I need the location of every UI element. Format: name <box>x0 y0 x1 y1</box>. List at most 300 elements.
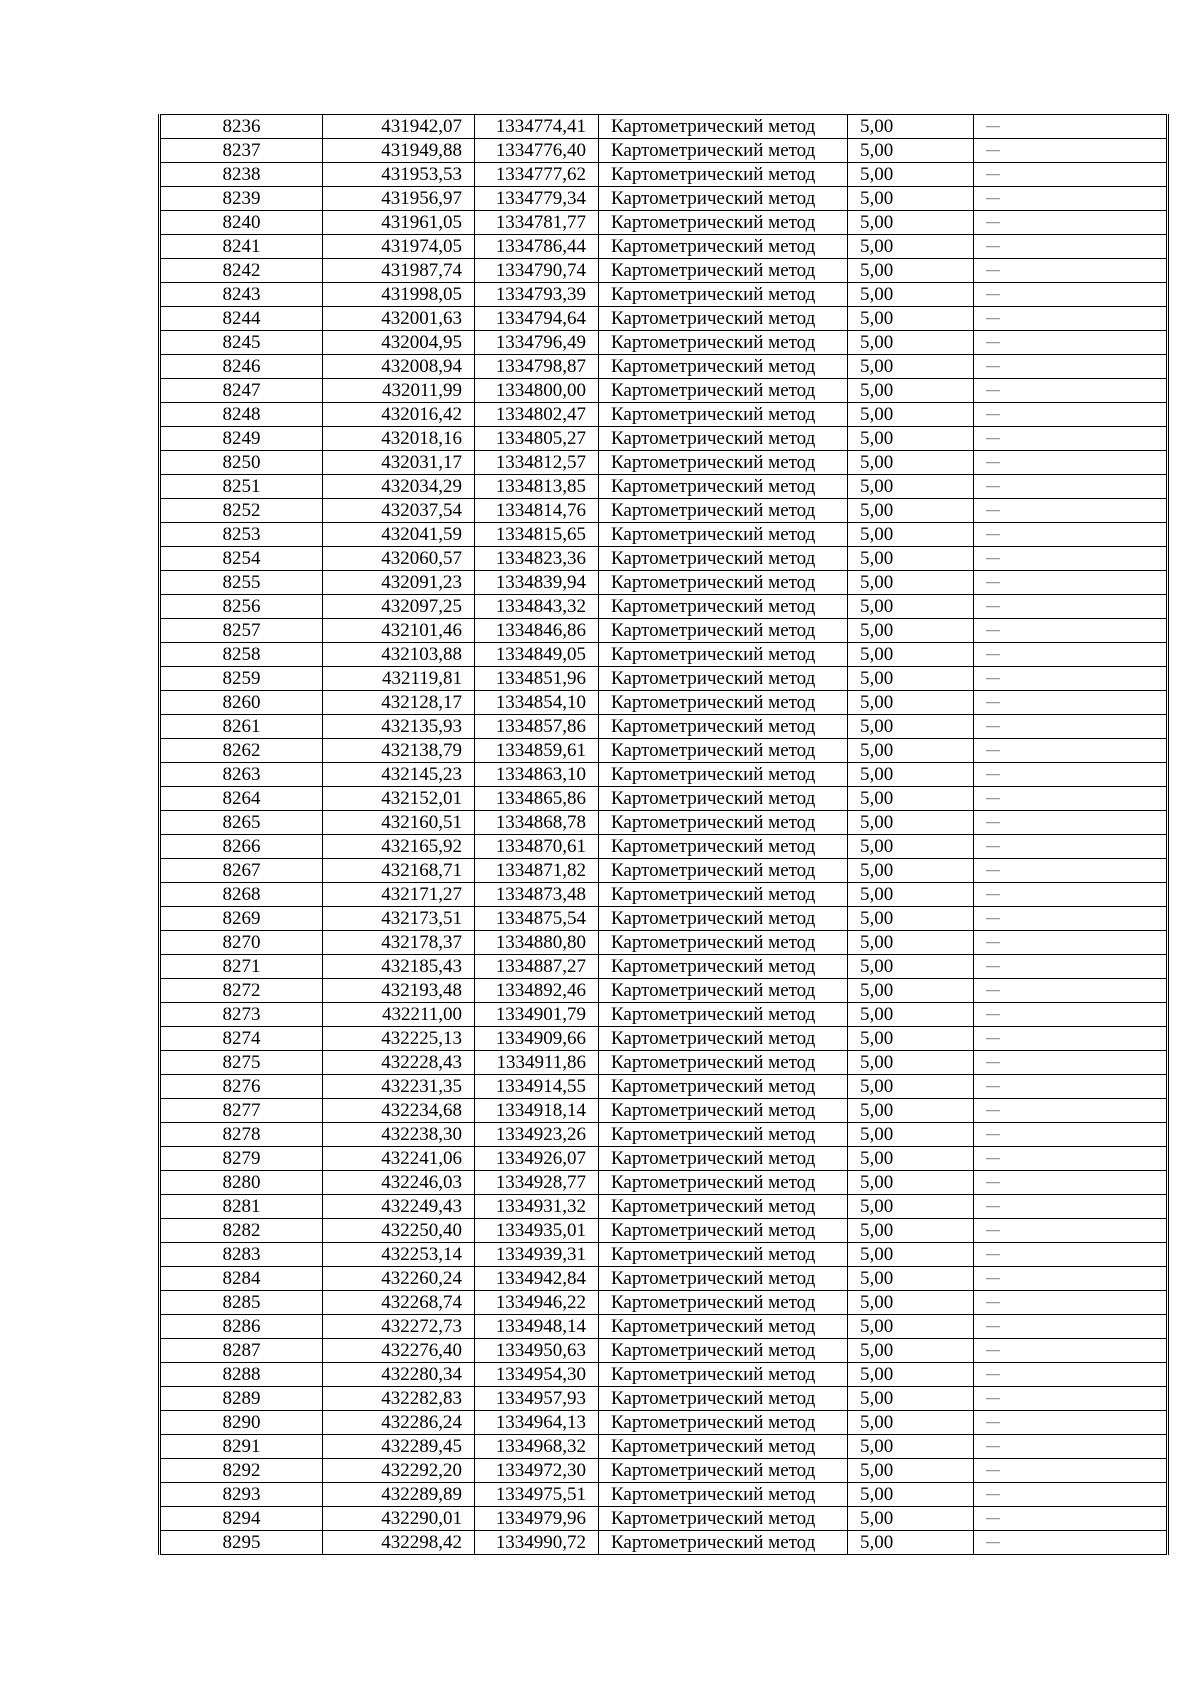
method-cell: Картометрический метод <box>599 259 848 283</box>
y-coordinate-cell: 1334979,96 <box>475 1507 599 1531</box>
error-cell: 5,00 <box>848 859 974 883</box>
error-cell: 5,00 <box>848 1147 974 1171</box>
method-cell: Картометрический метод <box>599 1459 848 1483</box>
point-number-cell: 8271 <box>160 955 323 979</box>
x-coordinate-cell: 432145,23 <box>323 763 475 787</box>
x-coordinate-cell: 431942,07 <box>323 115 475 139</box>
y-coordinate-cell: 1334873,48 <box>475 883 599 907</box>
x-coordinate-cell: 431987,74 <box>323 259 475 283</box>
point-number-cell: 8242 <box>160 259 323 283</box>
table-row <box>160 619 1168 643</box>
point-number-cell: 8293 <box>160 1483 323 1507</box>
point-number-cell: 8240 <box>160 211 323 235</box>
x-coordinate-cell: 431961,05 <box>323 211 475 235</box>
error-cell: 5,00 <box>848 835 974 859</box>
table-row <box>160 1339 1168 1363</box>
y-coordinate-cell: 1334786,44 <box>475 235 599 259</box>
note-cell: — <box>974 1291 1168 1315</box>
note-cell: — <box>974 1147 1168 1171</box>
point-number-cell: 8282 <box>160 1219 323 1243</box>
x-coordinate-cell: 432185,43 <box>323 955 475 979</box>
y-coordinate-cell: 1334794,64 <box>475 307 599 331</box>
point-number-cell: 8265 <box>160 811 323 835</box>
x-coordinate-cell: 432276,40 <box>323 1339 475 1363</box>
table-row <box>160 187 1168 211</box>
coordinates-table <box>158 114 1169 1555</box>
error-cell: 5,00 <box>848 1123 974 1147</box>
table-row <box>160 1387 1168 1411</box>
method-cell: Картометрический метод <box>599 883 848 907</box>
x-coordinate-cell: 432253,14 <box>323 1243 475 1267</box>
method-cell: Картометрический метод <box>599 379 848 403</box>
table-row <box>160 955 1168 979</box>
x-coordinate-cell: 432250,40 <box>323 1219 475 1243</box>
method-cell: Картометрический метод <box>599 1147 848 1171</box>
error-cell: 5,00 <box>848 691 974 715</box>
method-cell: Картометрический метод <box>599 643 848 667</box>
method-cell: Картометрический метод <box>599 907 848 931</box>
note-cell: — <box>974 643 1168 667</box>
note-cell: — <box>974 1027 1168 1051</box>
error-cell: 5,00 <box>848 163 974 187</box>
note-cell: — <box>974 763 1168 787</box>
point-number-cell: 8286 <box>160 1315 323 1339</box>
note-cell: — <box>974 859 1168 883</box>
error-cell: 5,00 <box>848 1003 974 1027</box>
error-cell: 5,00 <box>848 355 974 379</box>
table-row <box>160 1003 1168 1027</box>
table-row <box>160 907 1168 931</box>
method-cell: Картометрический метод <box>599 475 848 499</box>
note-cell: — <box>974 355 1168 379</box>
table-row <box>160 691 1168 715</box>
x-coordinate-cell: 432241,06 <box>323 1147 475 1171</box>
x-coordinate-cell: 432286,24 <box>323 1411 475 1435</box>
method-cell: Картометрический метод <box>599 1243 848 1267</box>
table-row <box>160 451 1168 475</box>
y-coordinate-cell: 1334857,86 <box>475 715 599 739</box>
error-cell: 5,00 <box>848 811 974 835</box>
method-cell: Картометрический метод <box>599 1507 848 1531</box>
x-coordinate-cell: 432097,25 <box>323 595 475 619</box>
table-row <box>160 1315 1168 1339</box>
point-number-cell: 8244 <box>160 307 323 331</box>
point-number-cell: 8274 <box>160 1027 323 1051</box>
error-cell: 5,00 <box>848 1027 974 1051</box>
note-cell: — <box>974 571 1168 595</box>
x-coordinate-cell: 432041,59 <box>323 523 475 547</box>
error-cell: 5,00 <box>848 211 974 235</box>
error-cell: 5,00 <box>848 1099 974 1123</box>
y-coordinate-cell: 1334948,14 <box>475 1315 599 1339</box>
method-cell: Картометрический метод <box>599 763 848 787</box>
error-cell: 5,00 <box>848 1411 974 1435</box>
point-number-cell: 8285 <box>160 1291 323 1315</box>
point-number-cell: 8294 <box>160 1507 323 1531</box>
x-coordinate-cell: 432246,03 <box>323 1171 475 1195</box>
note-cell: — <box>974 739 1168 763</box>
y-coordinate-cell: 1334928,77 <box>475 1171 599 1195</box>
error-cell: 5,00 <box>848 1219 974 1243</box>
error-cell: 5,00 <box>848 955 974 979</box>
x-coordinate-cell: 432060,57 <box>323 547 475 571</box>
x-coordinate-cell: 432101,46 <box>323 619 475 643</box>
table-row <box>160 715 1168 739</box>
note-cell: — <box>974 1123 1168 1147</box>
method-cell: Картометрический метод <box>599 1315 848 1339</box>
x-coordinate-cell: 432011,99 <box>323 379 475 403</box>
table-row <box>160 811 1168 835</box>
error-cell: 5,00 <box>848 1339 974 1363</box>
point-number-cell: 8256 <box>160 595 323 619</box>
table-row <box>160 1099 1168 1123</box>
note-cell: — <box>974 1051 1168 1075</box>
method-cell: Картометрический метод <box>599 1363 848 1387</box>
y-coordinate-cell: 1334813,85 <box>475 475 599 499</box>
method-cell: Картометрический метод <box>599 571 848 595</box>
x-coordinate-cell: 432260,24 <box>323 1267 475 1291</box>
point-number-cell: 8259 <box>160 667 323 691</box>
note-cell: — <box>974 259 1168 283</box>
y-coordinate-cell: 1334990,72 <box>475 1531 599 1555</box>
x-coordinate-cell: 432225,13 <box>323 1027 475 1051</box>
error-cell: 5,00 <box>848 1267 974 1291</box>
point-number-cell: 8276 <box>160 1075 323 1099</box>
error-cell: 5,00 <box>848 115 974 139</box>
y-coordinate-cell: 1334964,13 <box>475 1411 599 1435</box>
method-cell: Картометрический метод <box>599 1267 848 1291</box>
method-cell: Картометрический метод <box>599 739 848 763</box>
error-cell: 5,00 <box>848 1195 974 1219</box>
y-coordinate-cell: 1334931,32 <box>475 1195 599 1219</box>
error-cell: 5,00 <box>848 499 974 523</box>
y-coordinate-cell: 1334880,80 <box>475 931 599 955</box>
error-cell: 5,00 <box>848 1363 974 1387</box>
note-cell: — <box>974 499 1168 523</box>
note-cell: — <box>974 1219 1168 1243</box>
x-coordinate-cell: 432280,34 <box>323 1363 475 1387</box>
point-number-cell: 8290 <box>160 1411 323 1435</box>
note-cell: — <box>974 139 1168 163</box>
x-coordinate-cell: 432103,88 <box>323 643 475 667</box>
point-number-cell: 8289 <box>160 1387 323 1411</box>
y-coordinate-cell: 1334918,14 <box>475 1099 599 1123</box>
y-coordinate-cell: 1334798,87 <box>475 355 599 379</box>
y-coordinate-cell: 1334909,66 <box>475 1027 599 1051</box>
x-coordinate-cell: 432234,68 <box>323 1099 475 1123</box>
error-cell: 5,00 <box>848 259 974 283</box>
table-row <box>160 835 1168 859</box>
note-cell: — <box>974 1171 1168 1195</box>
y-coordinate-cell: 1334975,51 <box>475 1483 599 1507</box>
error-cell: 5,00 <box>848 763 974 787</box>
table-row <box>160 1171 1168 1195</box>
point-number-cell: 8263 <box>160 763 323 787</box>
x-coordinate-cell: 432292,20 <box>323 1459 475 1483</box>
table-row <box>160 787 1168 811</box>
method-cell: Картометрический метод <box>599 979 848 1003</box>
method-cell: Картометрический метод <box>599 835 848 859</box>
table-row <box>160 163 1168 187</box>
table-row <box>160 1123 1168 1147</box>
x-coordinate-cell: 432008,94 <box>323 355 475 379</box>
point-number-cell: 8250 <box>160 451 323 475</box>
method-cell: Картометрический метод <box>599 403 848 427</box>
note-cell: — <box>974 307 1168 331</box>
note-cell: — <box>974 1411 1168 1435</box>
note-cell: — <box>974 811 1168 835</box>
y-coordinate-cell: 1334790,74 <box>475 259 599 283</box>
x-coordinate-cell: 431949,88 <box>323 139 475 163</box>
point-number-cell: 8268 <box>160 883 323 907</box>
y-coordinate-cell: 1334851,96 <box>475 667 599 691</box>
point-number-cell: 8251 <box>160 475 323 499</box>
note-cell: — <box>974 1507 1168 1531</box>
error-cell: 5,00 <box>848 547 974 571</box>
method-cell: Картометрический метод <box>599 1051 848 1075</box>
x-coordinate-cell: 432272,73 <box>323 1315 475 1339</box>
point-number-cell: 8239 <box>160 187 323 211</box>
method-cell: Картометрический метод <box>599 787 848 811</box>
note-cell: — <box>974 931 1168 955</box>
note-cell: — <box>974 1195 1168 1219</box>
note-cell: — <box>974 163 1168 187</box>
method-cell: Картометрический метод <box>599 1075 848 1099</box>
note-cell: — <box>974 835 1168 859</box>
y-coordinate-cell: 1334863,10 <box>475 763 599 787</box>
table-row <box>160 571 1168 595</box>
table-row <box>160 331 1168 355</box>
y-coordinate-cell: 1334950,63 <box>475 1339 599 1363</box>
error-cell: 5,00 <box>848 595 974 619</box>
note-cell: — <box>974 667 1168 691</box>
point-number-cell: 8275 <box>160 1051 323 1075</box>
method-cell: Картометрический метод <box>599 715 848 739</box>
error-cell: 5,00 <box>848 1483 974 1507</box>
method-cell: Картометрический метод <box>599 1195 848 1219</box>
note-cell: — <box>974 1483 1168 1507</box>
error-cell: 5,00 <box>848 1171 974 1195</box>
method-cell: Картометрический метод <box>599 1123 848 1147</box>
table-row <box>160 1243 1168 1267</box>
x-coordinate-cell: 432004,95 <box>323 331 475 355</box>
error-cell: 5,00 <box>848 787 974 811</box>
point-number-cell: 8277 <box>160 1099 323 1123</box>
note-cell: — <box>974 1315 1168 1339</box>
y-coordinate-cell: 1334802,47 <box>475 403 599 427</box>
note-cell: — <box>974 1075 1168 1099</box>
method-cell: Картометрический метод <box>599 1027 848 1051</box>
x-coordinate-cell: 432268,74 <box>323 1291 475 1315</box>
error-cell: 5,00 <box>848 235 974 259</box>
y-coordinate-cell: 1334946,22 <box>475 1291 599 1315</box>
method-cell: Картометрический метод <box>599 1291 848 1315</box>
point-number-cell: 8270 <box>160 931 323 955</box>
point-number-cell: 8254 <box>160 547 323 571</box>
note-cell: — <box>974 787 1168 811</box>
error-cell: 5,00 <box>848 1531 974 1555</box>
point-number-cell: 8243 <box>160 283 323 307</box>
table-row <box>160 739 1168 763</box>
error-cell: 5,00 <box>848 883 974 907</box>
note-cell: — <box>974 427 1168 451</box>
error-cell: 5,00 <box>848 475 974 499</box>
table-row <box>160 1435 1168 1459</box>
method-cell: Картометрический метод <box>599 619 848 643</box>
x-coordinate-cell: 431998,05 <box>323 283 475 307</box>
error-cell: 5,00 <box>848 187 974 211</box>
point-number-cell: 8257 <box>160 619 323 643</box>
x-coordinate-cell: 432193,48 <box>323 979 475 1003</box>
x-coordinate-cell: 432289,45 <box>323 1435 475 1459</box>
point-number-cell: 8252 <box>160 499 323 523</box>
table-row <box>160 1507 1168 1531</box>
note-cell: — <box>974 187 1168 211</box>
method-cell: Картометрический метод <box>599 1531 848 1555</box>
note-cell: — <box>974 1003 1168 1027</box>
point-number-cell: 8238 <box>160 163 323 187</box>
table-row <box>160 1219 1168 1243</box>
method-cell: Картометрический метод <box>599 163 848 187</box>
error-cell: 5,00 <box>848 307 974 331</box>
note-cell: — <box>974 979 1168 1003</box>
y-coordinate-cell: 1334911,86 <box>475 1051 599 1075</box>
y-coordinate-cell: 1334865,86 <box>475 787 599 811</box>
method-cell: Картометрический метод <box>599 139 848 163</box>
table-row <box>160 523 1168 547</box>
table-row <box>160 595 1168 619</box>
table-row <box>160 1267 1168 1291</box>
error-cell: 5,00 <box>848 427 974 451</box>
method-cell: Картометрический метод <box>599 211 848 235</box>
x-coordinate-cell: 432016,42 <box>323 403 475 427</box>
table-row <box>160 235 1168 259</box>
x-coordinate-cell: 432119,81 <box>323 667 475 691</box>
x-coordinate-cell: 432178,37 <box>323 931 475 955</box>
point-number-cell: 8291 <box>160 1435 323 1459</box>
error-cell: 5,00 <box>848 331 974 355</box>
y-coordinate-cell: 1334957,93 <box>475 1387 599 1411</box>
point-number-cell: 8236 <box>160 115 323 139</box>
note-cell: — <box>974 1387 1168 1411</box>
note-cell: — <box>974 283 1168 307</box>
y-coordinate-cell: 1334972,30 <box>475 1459 599 1483</box>
y-coordinate-cell: 1334839,94 <box>475 571 599 595</box>
method-cell: Картометрический метод <box>599 523 848 547</box>
x-coordinate-cell: 432282,83 <box>323 1387 475 1411</box>
note-cell: — <box>974 1099 1168 1123</box>
x-coordinate-cell: 431956,97 <box>323 187 475 211</box>
y-coordinate-cell: 1334774,41 <box>475 115 599 139</box>
method-cell: Картометрический метод <box>599 427 848 451</box>
y-coordinate-cell: 1334868,78 <box>475 811 599 835</box>
error-cell: 5,00 <box>848 451 974 475</box>
x-coordinate-cell: 432128,17 <box>323 691 475 715</box>
error-cell: 5,00 <box>848 619 974 643</box>
note-cell: — <box>974 691 1168 715</box>
y-coordinate-cell: 1334892,46 <box>475 979 599 1003</box>
table-row <box>160 475 1168 499</box>
table-row <box>160 1291 1168 1315</box>
note-cell: — <box>974 1459 1168 1483</box>
y-coordinate-cell: 1334859,61 <box>475 739 599 763</box>
method-cell: Картометрический метод <box>599 811 848 835</box>
y-coordinate-cell: 1334843,32 <box>475 595 599 619</box>
point-number-cell: 8288 <box>160 1363 323 1387</box>
method-cell: Картометрический метод <box>599 451 848 475</box>
note-cell: — <box>974 955 1168 979</box>
y-coordinate-cell: 1334846,86 <box>475 619 599 643</box>
method-cell: Картометрический метод <box>599 931 848 955</box>
method-cell: Картометрический метод <box>599 1339 848 1363</box>
error-cell: 5,00 <box>848 1291 974 1315</box>
y-coordinate-cell: 1334887,27 <box>475 955 599 979</box>
table-row <box>160 667 1168 691</box>
note-cell: — <box>974 1435 1168 1459</box>
x-coordinate-cell: 432238,30 <box>323 1123 475 1147</box>
point-number-cell: 8266 <box>160 835 323 859</box>
error-cell: 5,00 <box>848 667 974 691</box>
table-row <box>160 883 1168 907</box>
x-coordinate-cell: 432168,71 <box>323 859 475 883</box>
method-cell: Картометрический метод <box>599 1387 848 1411</box>
table-row <box>160 427 1168 451</box>
table-row <box>160 1147 1168 1171</box>
method-cell: Картометрический метод <box>599 1435 848 1459</box>
method-cell: Картометрический метод <box>599 499 848 523</box>
error-cell: 5,00 <box>848 907 974 931</box>
point-number-cell: 8262 <box>160 739 323 763</box>
method-cell: Картометрический метод <box>599 187 848 211</box>
error-cell: 5,00 <box>848 403 974 427</box>
y-coordinate-cell: 1334935,01 <box>475 1219 599 1243</box>
point-number-cell: 8295 <box>160 1531 323 1555</box>
x-coordinate-cell: 431953,53 <box>323 163 475 187</box>
error-cell: 5,00 <box>848 1387 974 1411</box>
point-number-cell: 8260 <box>160 691 323 715</box>
y-coordinate-cell: 1334849,05 <box>475 643 599 667</box>
error-cell: 5,00 <box>848 571 974 595</box>
y-coordinate-cell: 1334854,10 <box>475 691 599 715</box>
y-coordinate-cell: 1334812,57 <box>475 451 599 475</box>
table-row <box>160 211 1168 235</box>
note-cell: — <box>974 1531 1168 1555</box>
method-cell: Картометрический метод <box>599 1099 848 1123</box>
y-coordinate-cell: 1334779,34 <box>475 187 599 211</box>
y-coordinate-cell: 1334914,55 <box>475 1075 599 1099</box>
table-row <box>160 115 1168 139</box>
x-coordinate-cell: 432152,01 <box>323 787 475 811</box>
method-cell: Картометрический метод <box>599 307 848 331</box>
y-coordinate-cell: 1334800,00 <box>475 379 599 403</box>
error-cell: 5,00 <box>848 283 974 307</box>
note-cell: — <box>974 451 1168 475</box>
x-coordinate-cell: 432249,43 <box>323 1195 475 1219</box>
point-number-cell: 8237 <box>160 139 323 163</box>
table-row <box>160 931 1168 955</box>
method-cell: Картометрический метод <box>599 595 848 619</box>
error-cell: 5,00 <box>848 1435 974 1459</box>
y-coordinate-cell: 1334875,54 <box>475 907 599 931</box>
x-coordinate-cell: 432091,23 <box>323 571 475 595</box>
y-coordinate-cell: 1334796,49 <box>475 331 599 355</box>
table-row <box>160 1459 1168 1483</box>
point-number-cell: 8283 <box>160 1243 323 1267</box>
point-number-cell: 8267 <box>160 859 323 883</box>
point-number-cell: 8253 <box>160 523 323 547</box>
x-coordinate-cell: 432231,35 <box>323 1075 475 1099</box>
y-coordinate-cell: 1334968,32 <box>475 1435 599 1459</box>
